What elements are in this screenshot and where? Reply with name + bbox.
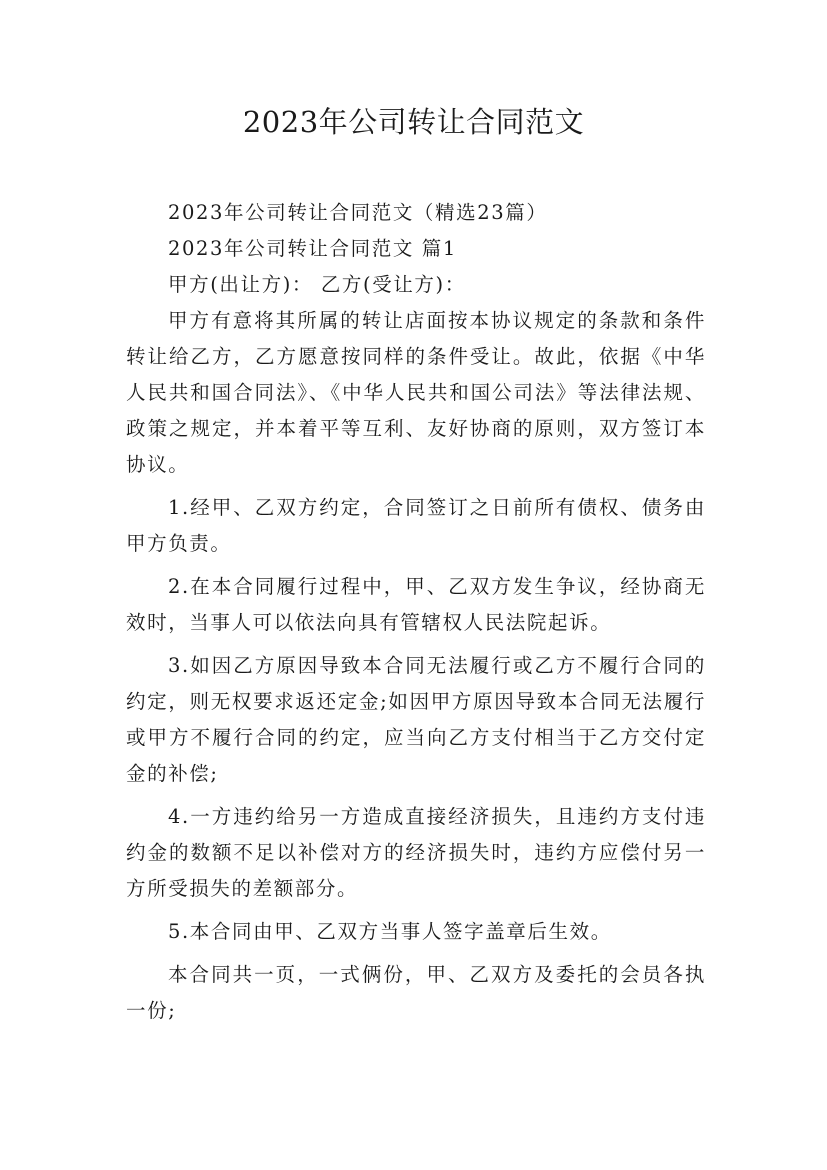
document-body xyxy=(126,195,706,1029)
paragraph-section-title: 2023年公司转让合同范文 篇1 xyxy=(168,237,457,260)
paragraph-heading: 2023年公司转让合同范文（精选23篇） xyxy=(168,201,548,224)
paragraph-copies: 本合同共一页，一式俩份，甲、乙双方及委托的会员各执一份; xyxy=(126,963,706,1022)
document-title: 2023年公司转让合同范文 xyxy=(242,105,585,139)
paragraph-clause-5: 5.本合同由甲、乙双方当事人签字盖章后生效。 xyxy=(168,920,612,943)
paragraph-clause-1: 1.经甲、乙双方约定，合同签订之日前所有债权、债务由甲方负责。 xyxy=(126,496,706,555)
paragraph-clause-2: 2.在本合同履行过程中，甲、乙双方发生争议，经协商无效时，当事人可以依法向具有管辖权人民法院起诉。 xyxy=(126,575,706,634)
paragraph-clause-4: 4.一方违约给另一方造成直接经济损失，且违约方支付违约金的数额不足以补偿对方的经济损失时，违约方应偿付另一方所受损失的差额部分。 xyxy=(126,805,706,900)
paragraph-parties: 甲方(出让方)： 乙方(受让方)： xyxy=(168,273,466,296)
paragraph-preamble: 甲方有意将其所属的转让店面按本协议规定的条款和条件转让给乙方，乙方愿意按同样的条件受让。故此，依据《中华人民共和国合同法》、《中华人民共和国公司法》等法律法规、政策之规定，并本着平等互利、友好协商的原则，双方签订本协议。 xyxy=(126,309,706,476)
paragraph-clause-3: 3.如因乙方原因导致本合同无法履行或乙方不履行合同的约定，则无权要求返还定金;如因甲方原因导致本合同无法履行或甲方不履行合同的约定，应当向乙方支付相当于乙方交付定金的补偿; xyxy=(126,654,706,785)
